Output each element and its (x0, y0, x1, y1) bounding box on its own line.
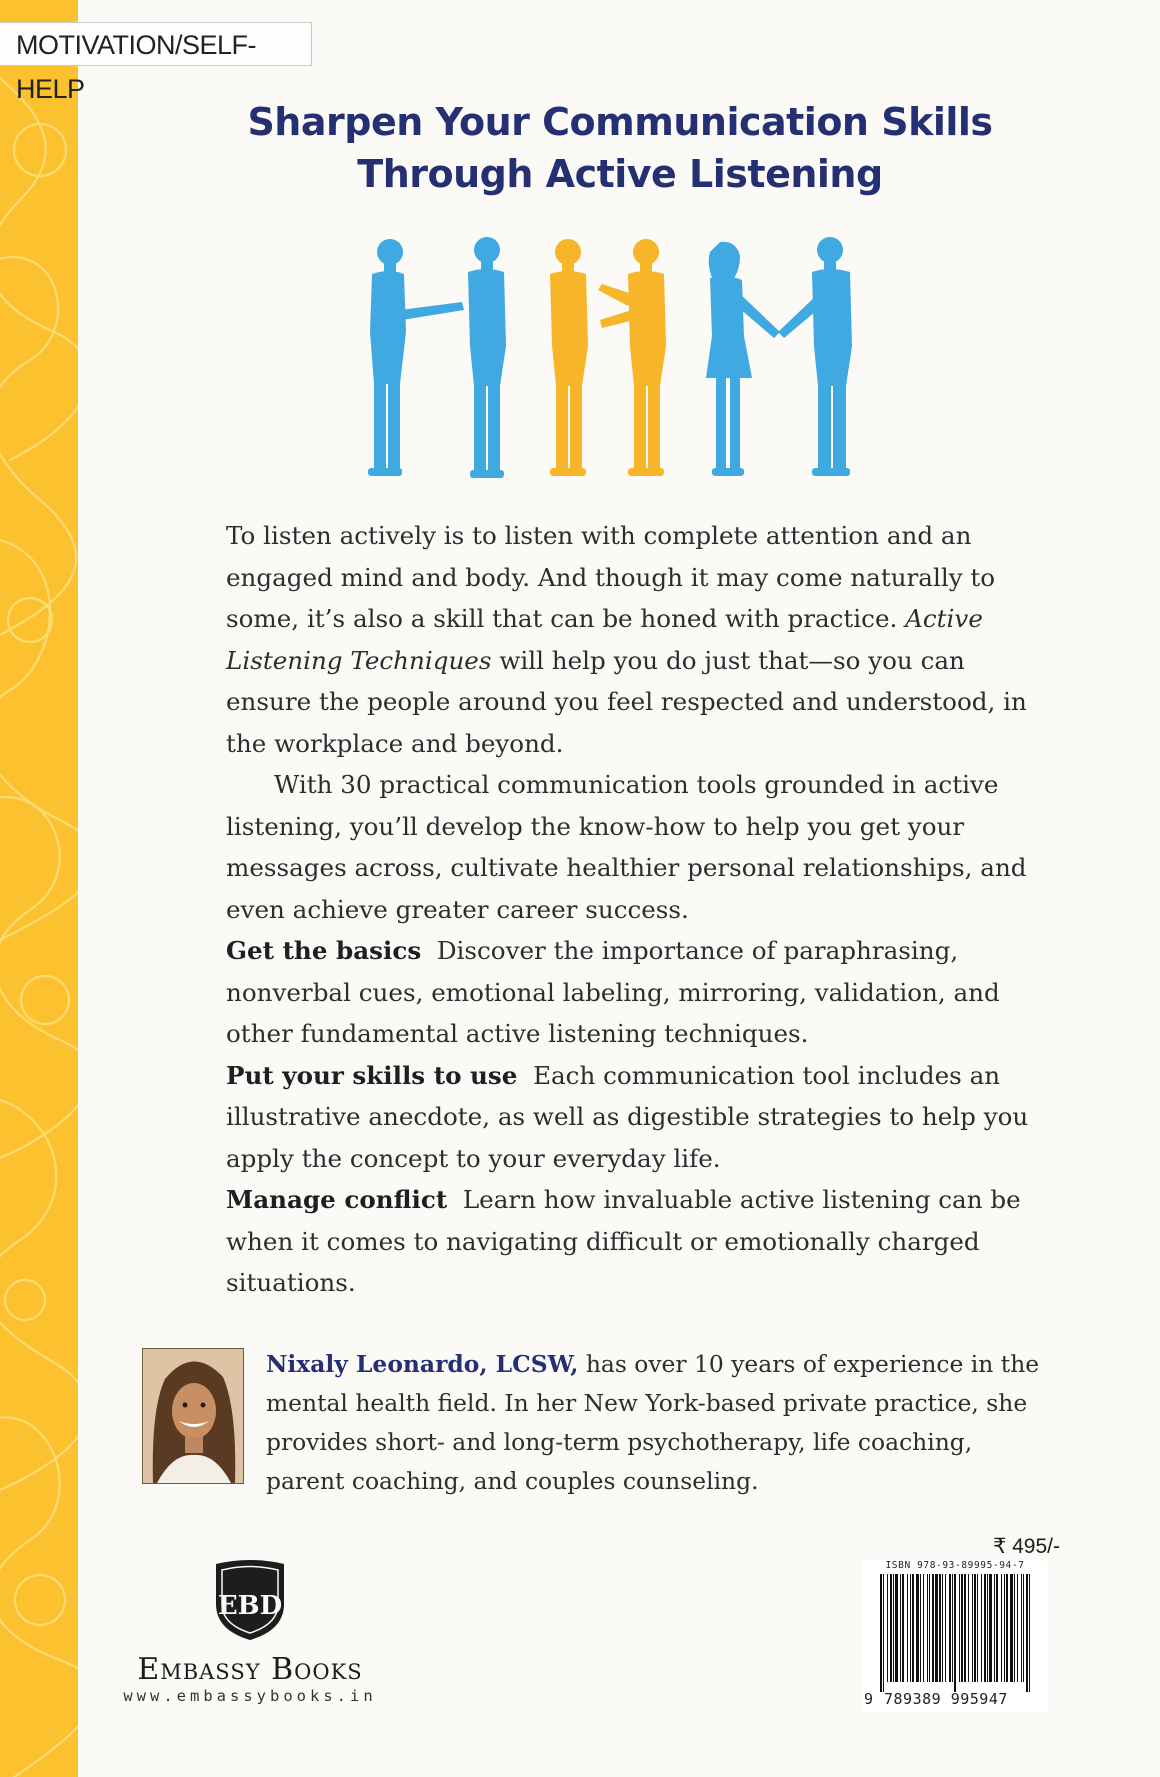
barcode-bar (972, 1574, 973, 1682)
barcode-bar (996, 1574, 998, 1682)
barcode-bar (932, 1574, 934, 1682)
barcode-bar (916, 1574, 919, 1682)
barcode-bar (893, 1574, 894, 1682)
barcode-bar (920, 1574, 921, 1682)
barcode-bar (907, 1574, 908, 1682)
barcode-bar (935, 1574, 938, 1682)
barcode-bar (910, 1574, 911, 1682)
barcode-bar (1014, 1574, 1015, 1682)
publisher-block (100, 1558, 400, 1705)
description-paragraph-2: With 30 practical communication tools grounded in active listening, you’ll develop the know-how to help you get your messages across, cultivate healthier personal relationships, and even achieve greater career success. (226, 770, 1027, 924)
headline-line-1: Sharpen Your Communication Skills (247, 100, 993, 144)
barcode-bar (954, 1574, 956, 1692)
isbn-barcode (862, 1560, 1048, 1712)
barcode-bar (895, 1574, 898, 1682)
barcode-bar (942, 1574, 943, 1682)
back-cover-headline (180, 96, 1060, 200)
barcode-bar (1029, 1574, 1030, 1692)
feature-title: Manage conflict (226, 1185, 448, 1214)
barcode-bar (1006, 1574, 1008, 1682)
barcode-bar (927, 1574, 928, 1682)
barcode-bar (1004, 1574, 1005, 1682)
blue-figure-man-handshake (778, 237, 852, 476)
price-label: ₹ 495/- (992, 1535, 1060, 1558)
barcode-bar (902, 1574, 904, 1682)
blue-figure-speaking (368, 239, 464, 476)
barcode-bar (987, 1574, 988, 1682)
feature-basics (226, 930, 1036, 1055)
barcode-bar (890, 1574, 892, 1682)
barcode-bar (952, 1574, 953, 1682)
barcode-bar (1021, 1574, 1022, 1682)
headline-line-2: Through Active Listening (357, 152, 883, 196)
feature-text: Learn how invaluable active listening can be when it comes to navigating difficult or emotionally charged situations. (226, 1185, 1021, 1297)
author-portrait-icon (143, 1349, 243, 1483)
author-photo (142, 1348, 244, 1484)
feature-conflict (226, 1179, 1036, 1304)
barcode-bar (1017, 1574, 1018, 1682)
paragraph-1-start: To listen actively is to listen with complete attention and an engaged mind and body. And though it may come naturally to some, it’s also a skill that can be honed with practice. (226, 521, 996, 633)
feature-text: Discover the importance of paraphrasing, nonverbal cues, emotional labeling, mirroring, validation, and other fundamental active listening techniques. (226, 936, 1000, 1048)
people-conversation-silhouettes-icon (360, 236, 900, 486)
description-paragraph-1 (226, 515, 1036, 764)
barcode-bar (912, 1574, 914, 1682)
yellow-side-stripe (0, 0, 78, 1777)
author-bio (266, 1345, 1056, 1501)
barcode-bar (974, 1574, 976, 1682)
barcode-bar (994, 1574, 995, 1682)
description-body (226, 515, 1036, 1304)
publisher-name: Embassy Books (137, 1652, 363, 1687)
author-bio-text: has over 10 years of experience in the mental health field. In her New York-based private practice, she provides short- and long-term psychotherapy, life coaching, parent coaching, and couples counseling. (266, 1350, 1040, 1495)
barcode-bar (1010, 1574, 1013, 1682)
blue-figure-listening (468, 237, 506, 478)
publisher-url[interactable]: www.embassybooks.in (123, 1687, 377, 1705)
barcode-bar (883, 1574, 884, 1692)
barcode-bar (945, 1574, 946, 1682)
isbn-label: ISBN 978-93-89995-94-7 (885, 1560, 1025, 1571)
barcode-bar (1023, 1574, 1024, 1682)
feature-text: Each communication tool includes an illustrative anecdote, as well as digestible strategies to help you apply the concept to your everyday life. (226, 1060, 1029, 1173)
category-label: MOTIVATION/SELF-HELP (0, 22, 312, 66)
barcode-bar (1001, 1574, 1002, 1682)
book-title-italic: Active Listening Techniques (226, 604, 983, 675)
barcode-bar (880, 1574, 882, 1692)
barcode-bar (964, 1574, 966, 1682)
barcode-bars-icon (880, 1574, 1030, 1692)
barcode-bar (959, 1574, 960, 1682)
publisher-logo-text: EBD (217, 1591, 283, 1621)
barcode-bar (981, 1574, 982, 1682)
yellow-figure-gesturing (598, 239, 666, 476)
barcode-bar (887, 1574, 888, 1682)
barcode-bar (929, 1574, 930, 1682)
blue-figure-woman-handshake (706, 242, 780, 476)
ean-lead-digit: 9 (864, 1690, 874, 1708)
ean-digit-groups: 789389 995947 (884, 1690, 1008, 1708)
barcode-bar (949, 1574, 951, 1682)
author-name: Nixaly Leonardo, LCSW, (266, 1350, 579, 1378)
barcode-bar (984, 1574, 986, 1682)
feature-title: Put your skills to use (226, 1060, 518, 1090)
feature-skills (226, 1055, 1036, 1180)
barcode-bar (989, 1574, 992, 1682)
yellow-figure-listening (550, 239, 588, 476)
paragraph-1-end: will help you do just that—so you can ensure the people around you feel respected and understood, in the workplace and beyond. (226, 645, 1027, 758)
barcode-bar (1026, 1574, 1028, 1692)
doodle-swirl-pattern (0, 0, 78, 1777)
feature-title: Get the basics (226, 936, 422, 965)
publisher-shield-logo-icon (210, 1558, 290, 1642)
barcode-bar (961, 1574, 963, 1682)
barcode-bar (977, 1574, 978, 1682)
barcode-bar (923, 1574, 924, 1682)
barcode-bar (900, 1574, 901, 1682)
barcode-bar (939, 1574, 941, 1682)
barcode-bar (968, 1574, 969, 1682)
